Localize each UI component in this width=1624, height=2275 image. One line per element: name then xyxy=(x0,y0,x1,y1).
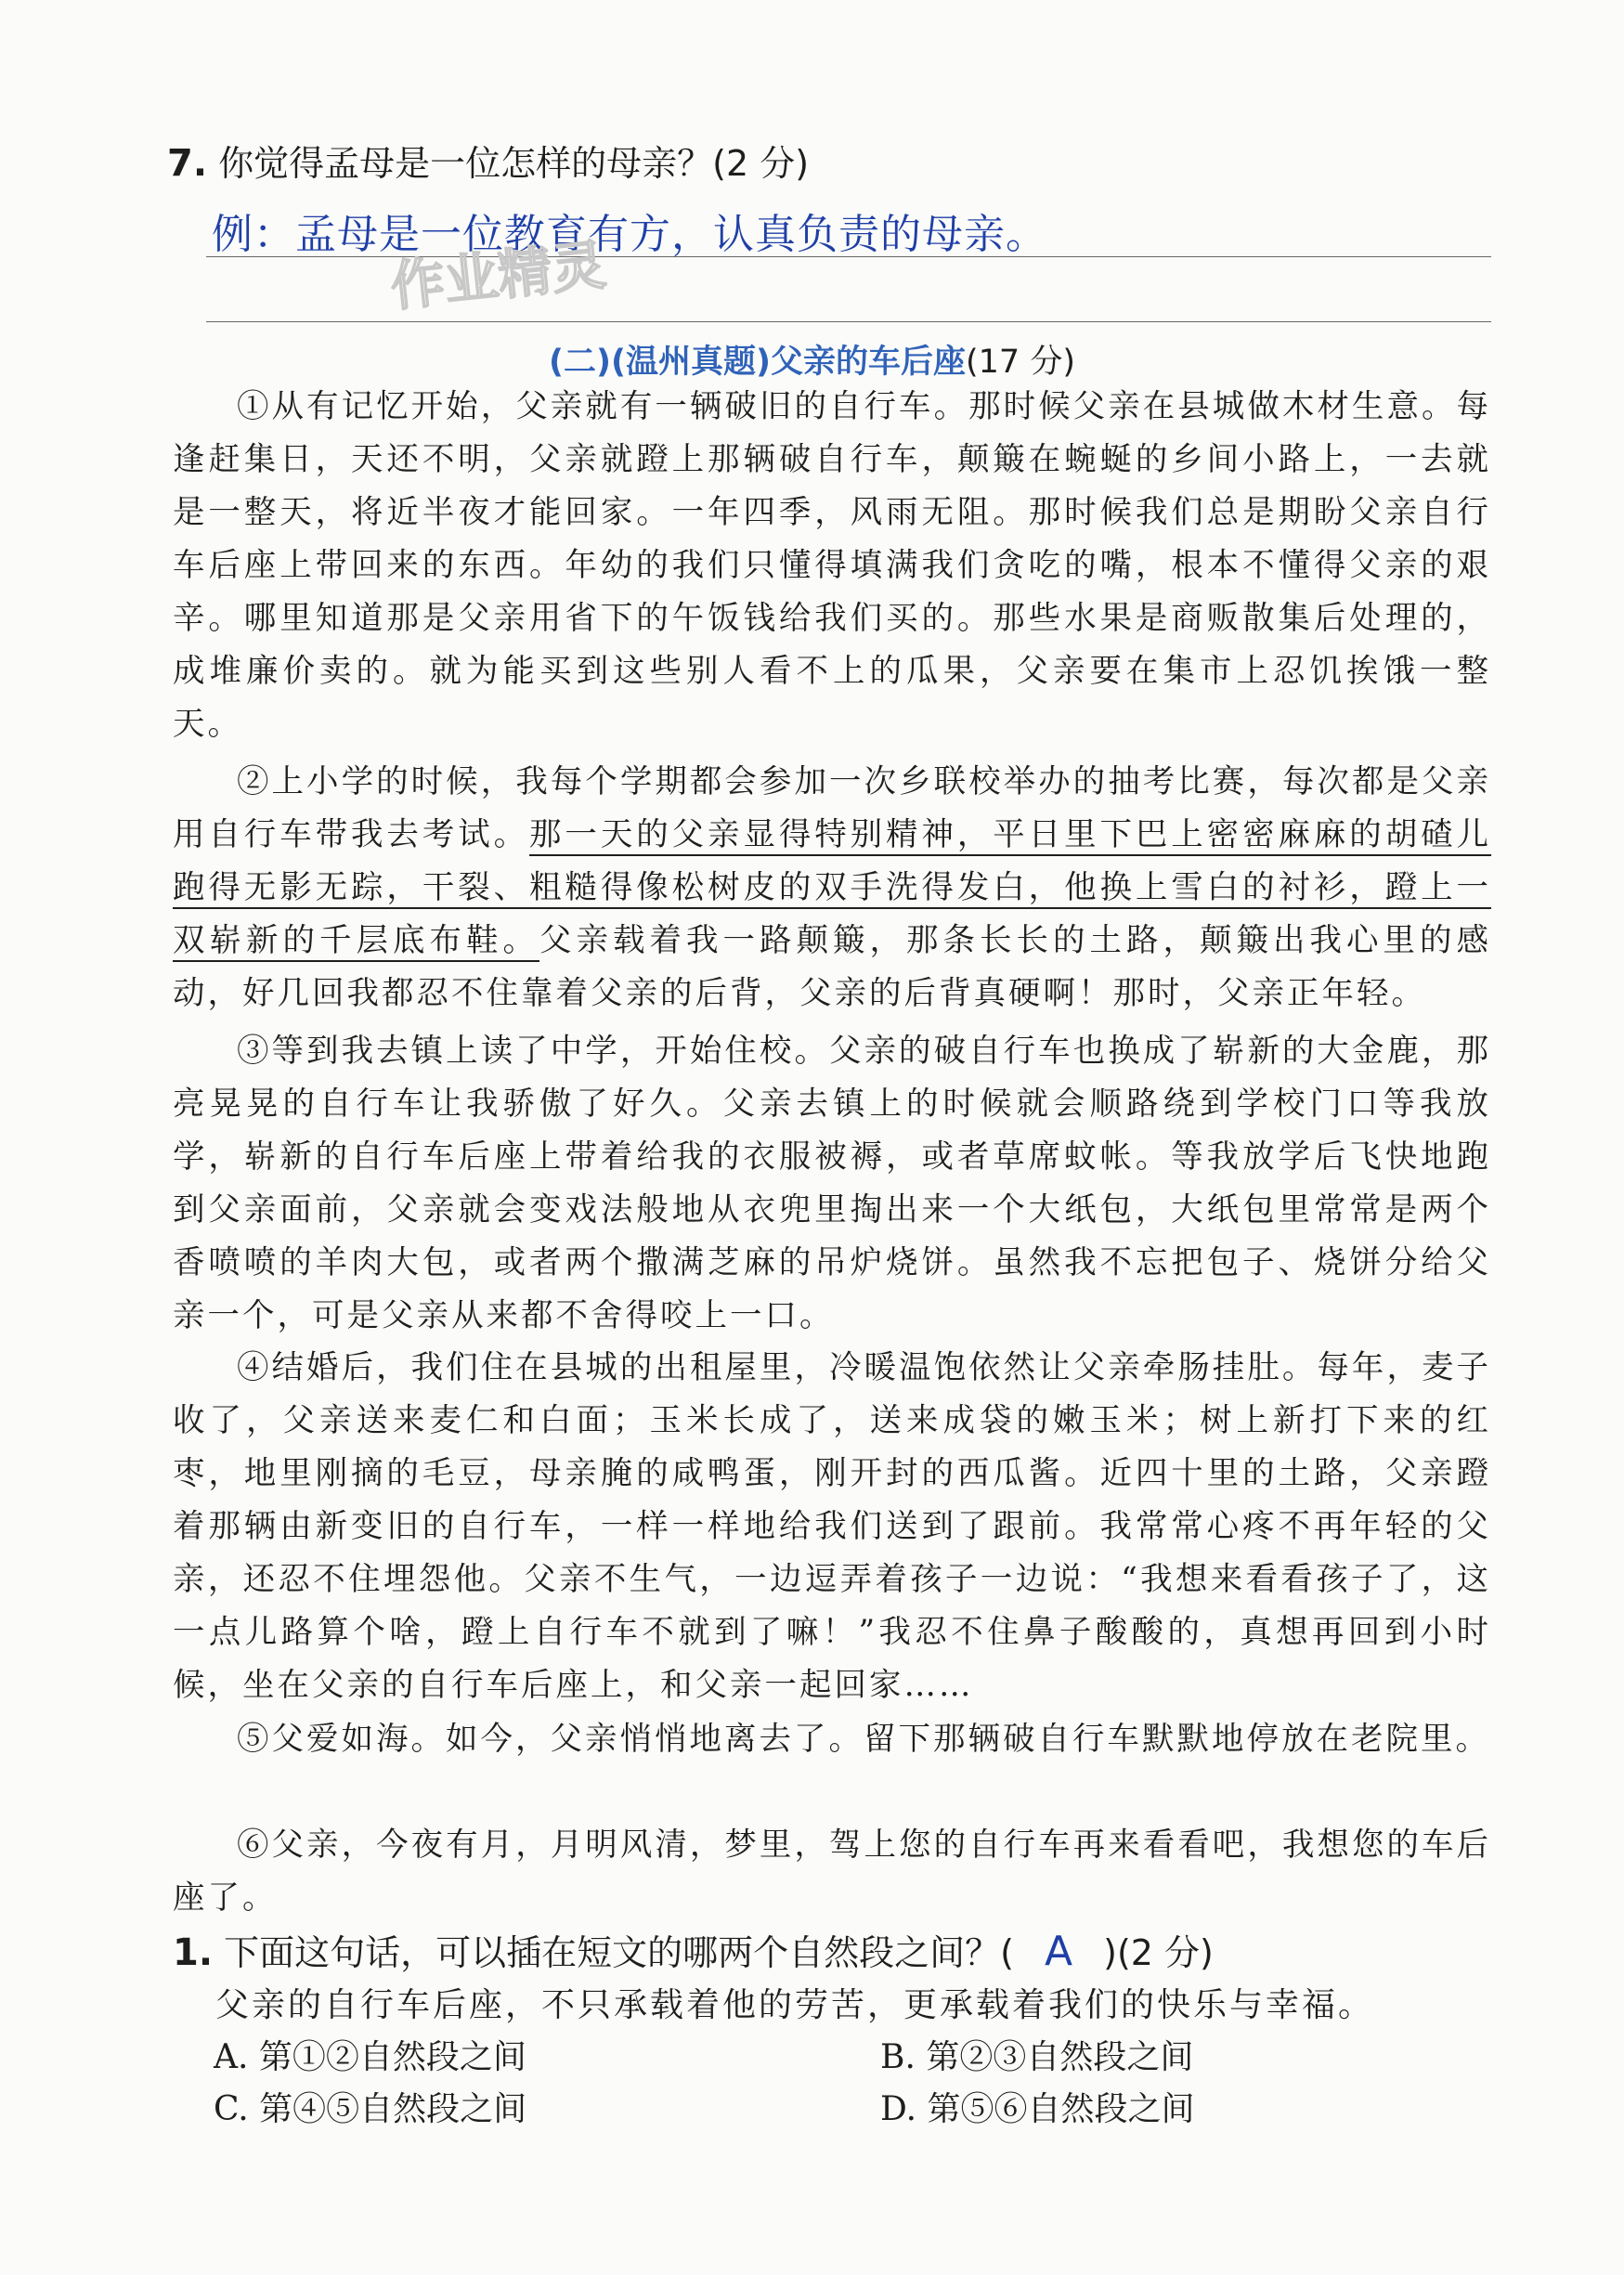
inserted-sentence: 父亲的自行车后座，不只承载着他的劳苦，更承载着我们的快乐与幸福。 xyxy=(215,1986,1375,2024)
question-text: 你觉得孟母是一位怎样的母亲？(2 分) xyxy=(218,143,810,184)
section-label: (二)(温州真题)父亲的车后座 xyxy=(549,344,966,381)
question-number: 7. xyxy=(167,142,208,185)
paragraph-6: ⑥父亲，今夜有月，月明风清，梦里，驾上您的自行车再来看看吧，我想您的车后座了。 xyxy=(173,1826,1491,1917)
option-d: D. 第⑤⑥自然段之间 xyxy=(880,2090,1195,2128)
underlined-sentence: 那一天的父亲显得特别精神，平日里下巴上密密麻麻的胡碴儿跑得无影无踪，干裂、粗糙得像松树皮的双手洗得发白，他换上雪白的衬衫，蹬上一双崭新的千层底布鞋。 xyxy=(173,816,1492,959)
option-b: B. 第②③自然段之间 xyxy=(880,2038,1194,2076)
option-c: C. 第④⑤自然段之间 xyxy=(214,2090,527,2128)
question-text: 下面这句话，可以插在短文的哪两个自然段之间？( xyxy=(224,1932,1014,1973)
question-1 xyxy=(173,1928,1491,1977)
section-title xyxy=(0,336,1624,383)
watermark: 作业精灵 xyxy=(387,233,609,318)
paragraph-3: ③等到我去镇上读了中学，开始住校。父亲的破自行车也换成了崭新的大金鹿，那亮晃晃的自行车让我骄傲了好久。父亲去镇上的时候就会顺路绕到学校门口等我放学，崭新的自行车后座上带着给我的衣服被褥，或者草席蚊帐。等我放学后飞快地跑到父亲面前，父亲就会变戏法般地从衣兜里掏出来一个大纸包，大纸包里常常是两个香喷喷的羊肉大包，或者两个撒满芝麻的吊炉烧饼。虽然我不忘把包子、烧饼分给父亲一个，可是父亲从来都不舍得咬上一口。 xyxy=(173,1033,1491,1334)
section-points: (17 分) xyxy=(966,344,1075,381)
handwritten-choice: A xyxy=(1044,1928,1073,1975)
handwritten-answer: 例：孟母是一位教育有方，认真负责的母亲。 xyxy=(212,211,1047,258)
question-number: 1. xyxy=(173,1931,214,1974)
question-7 xyxy=(167,139,1467,188)
question-points: )(2 分) xyxy=(1103,1932,1214,1973)
paragraph-1: ①从有记忆开始，父亲就有一辆破旧的自行车。那时候父亲在县城做木材生意。每逢赶集日，天还不明，父亲就蹬上那辆破自行车，颠簸在蜿蜒的乡间小路上，一去就是一整天，将近半夜才能回家。一年四季，风雨无阻。那时候我们总是期盼父亲自行车后座上带回来的东西。年幼的我们只懂得填满我们贪吃的嘴，根本不懂得父亲的艰辛。哪里知道那是父亲用省下的午饭钱给我们买的。那些水果是商贩散集后处理的，成堆廉价卖的。就为能买到这些别人看不上的瓜果，父亲要在集市上忍饥挨饿一整天。 xyxy=(173,388,1491,743)
answer-line xyxy=(206,321,1491,322)
paragraph-4: ④结婚后，我们住在县城的出租屋里，冷暖温饱依然让父亲牵肠挂肚。每年，麦子收了，父亲送来麦仁和白面；玉米长成了，送来成袋的嫩玉米；树上新打下来的红枣，地里刚摘的毛豆，母亲腌的咸鸭蛋，刚开封的西瓜酱。近四十里的土路，父亲蹬着那辆由新变旧的自行车，一样一样地给我们送到了跟前。我常常心疼不再年轻的父亲，还忍不住埋怨他。父亲不生气，一边逗弄着孩子一边说：“我想来看看孩子了，这一点儿路算个啥，蹬上自行车不就到了嘛！”我忍不住鼻子酸酸的，真想再回到小时候，坐在父亲的自行车后座上，和父亲一起回家…… xyxy=(173,1349,1491,1704)
paragraph-5: ⑤父爱如海。如今，父亲悄悄地离去了。留下那辆破自行车默默地停放在老院里。 xyxy=(237,1721,1490,1758)
paragraph-2-rest: 父亲载着我一路颠簸，那条长长的土路，颠簸出我心里的感动，好几回我都忍不住靠着父亲的后背，父亲的后背真硬啊！那时，父亲正年轻。 xyxy=(173,922,1491,1012)
option-a: A. 第①②自然段之间 xyxy=(214,2038,526,2076)
paragraph-2-intro: ②上小学的时候，我每个学期都会参加一次乡联校举办的抽考比赛，每次都是父亲用自行车带我去考试。 xyxy=(173,763,1491,853)
paragraph-2 xyxy=(173,756,1491,1020)
